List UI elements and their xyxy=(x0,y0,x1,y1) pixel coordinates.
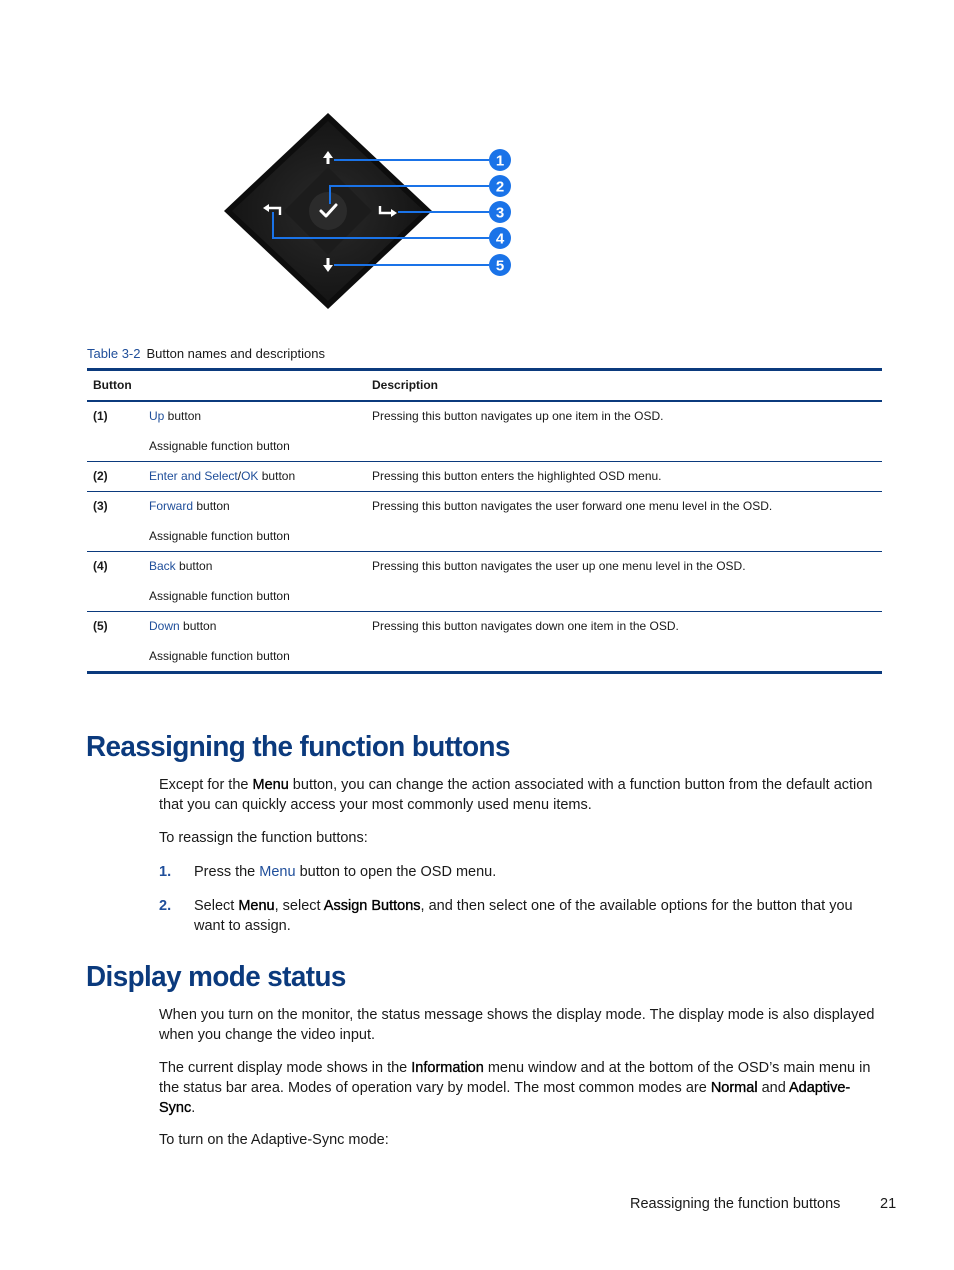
row-slash: / xyxy=(237,468,242,483)
menu-term: Menu xyxy=(252,777,289,793)
table-header-row xyxy=(87,370,882,401)
back-button-link[interactable]: Back xyxy=(149,558,176,573)
row-button-name xyxy=(143,611,366,672)
row-button-name xyxy=(143,461,366,491)
assign-buttons-term: Assign Buttons xyxy=(323,898,421,914)
row-button-name xyxy=(143,491,366,551)
callout-5 xyxy=(489,254,511,276)
adaptive-sync-instruction: To turn on the Adaptive-Sync mode: xyxy=(159,1132,389,1148)
row-description: Pressing this button navigates up one item in the OSD. xyxy=(372,408,664,423)
table-row xyxy=(87,401,882,462)
row-assignable: Assignable function button xyxy=(149,588,290,603)
header-button: Button xyxy=(93,378,132,393)
table-caption xyxy=(87,346,325,361)
row-number: (5) xyxy=(93,618,108,633)
section-heading-display-mode: Display mode status xyxy=(86,961,346,993)
row-assignable: Assignable function button xyxy=(149,648,290,663)
button-table xyxy=(87,368,882,674)
text-span: button, you can change the action associated with a function button from the default action that you can quickly access your most commonly used menu items. xyxy=(159,777,873,813)
row-suffix: button xyxy=(179,618,217,633)
row-suffix: button xyxy=(258,468,296,483)
header-description: Description xyxy=(372,378,439,393)
callout-1 xyxy=(489,149,511,171)
adaptive-sync-term: Adaptive-Sync xyxy=(159,1080,851,1116)
row-description: Pressing this button navigates the user forward one menu level in the OSD. xyxy=(372,498,773,513)
table-caption-title: Button names and descriptions xyxy=(146,346,325,361)
center-button[interactable] xyxy=(309,192,347,230)
normal-term: Normal xyxy=(710,1080,758,1096)
reassign-instruction: To reassign the function buttons: xyxy=(159,830,368,846)
display-mode-paragraph-2 xyxy=(159,1058,879,1118)
table-caption-number: Table 3-2 xyxy=(87,346,141,361)
callout-3 xyxy=(489,201,511,223)
enter-select-link[interactable]: Enter and Select xyxy=(149,468,238,483)
text-span: The current display mode shows in the xyxy=(159,1060,412,1076)
table-row xyxy=(87,611,882,672)
row-button-name xyxy=(143,401,366,462)
joystick-diagram xyxy=(0,0,954,330)
svg-text:5: 5 xyxy=(495,257,505,275)
step-number: 2. xyxy=(159,898,172,914)
row-assignable: Assignable function button xyxy=(149,528,290,543)
footer-section-title: Reassigning the function buttons xyxy=(630,1196,841,1212)
row-suffix: button xyxy=(175,558,213,573)
forward-button-link[interactable]: Forward xyxy=(149,498,194,513)
ok-link[interactable]: OK xyxy=(241,468,259,483)
row-number: (2) xyxy=(93,468,108,483)
down-button-link[interactable]: Down xyxy=(149,618,180,633)
table-row xyxy=(87,551,882,611)
reassign-intro-paragraph xyxy=(159,775,879,815)
callout-4 xyxy=(489,227,511,249)
menu-link[interactable]: Menu xyxy=(259,864,296,880)
row-suffix: button xyxy=(164,408,202,423)
svg-text:3: 3 xyxy=(495,204,505,222)
text-span: menu window and at the bottom of the OSD’s main menu in the status bar area. Modes of operation vary by model. The most common modes are xyxy=(159,1060,871,1096)
svg-text:4: 4 xyxy=(495,230,505,248)
footer-page-number: 21 xyxy=(880,1196,897,1212)
svg-text:2: 2 xyxy=(495,178,505,196)
text-span: Press the xyxy=(194,864,260,880)
text-span: button to open the OSD menu. xyxy=(295,864,497,880)
row-number: (1) xyxy=(93,408,108,423)
step-number: 1. xyxy=(159,864,172,880)
table-row xyxy=(87,461,882,491)
text-span: , select xyxy=(274,898,324,914)
section-heading-reassigning: Reassigning the function buttons xyxy=(86,731,510,763)
row-assignable: Assignable function button xyxy=(149,438,290,453)
row-suffix: button xyxy=(193,498,230,513)
row-number: (4) xyxy=(93,558,108,573)
row-number: (3) xyxy=(93,498,108,513)
menu-term: Menu xyxy=(238,898,275,914)
row-description: Pressing this button navigates the user up one menu level in the OSD. xyxy=(372,558,746,573)
text-span: Except for the xyxy=(159,777,253,793)
text-span: . xyxy=(191,1100,196,1116)
text-span: and xyxy=(757,1080,789,1096)
information-term: Information xyxy=(411,1060,484,1076)
row-button-name xyxy=(143,551,366,611)
up-button-link[interactable]: Up xyxy=(149,408,165,423)
display-mode-paragraph-1: When you turn on the monitor, the status message shows the display mode. The display mode is also displayed when you change the video input. xyxy=(159,1007,875,1043)
text-span: Select xyxy=(194,898,239,914)
osd-button-figure xyxy=(0,0,954,330)
text-span: , and then select one of the available options for the button that you want to assign. xyxy=(194,898,853,934)
row-description: Pressing this button navigates down one item in the OSD. xyxy=(372,618,679,633)
row-description: Pressing this button enters the highlighted OSD menu. xyxy=(372,468,662,483)
step-text xyxy=(194,862,879,882)
step-text xyxy=(194,896,879,936)
svg-text:1: 1 xyxy=(495,152,505,170)
callout-2 xyxy=(489,175,511,197)
table-row xyxy=(87,491,882,551)
